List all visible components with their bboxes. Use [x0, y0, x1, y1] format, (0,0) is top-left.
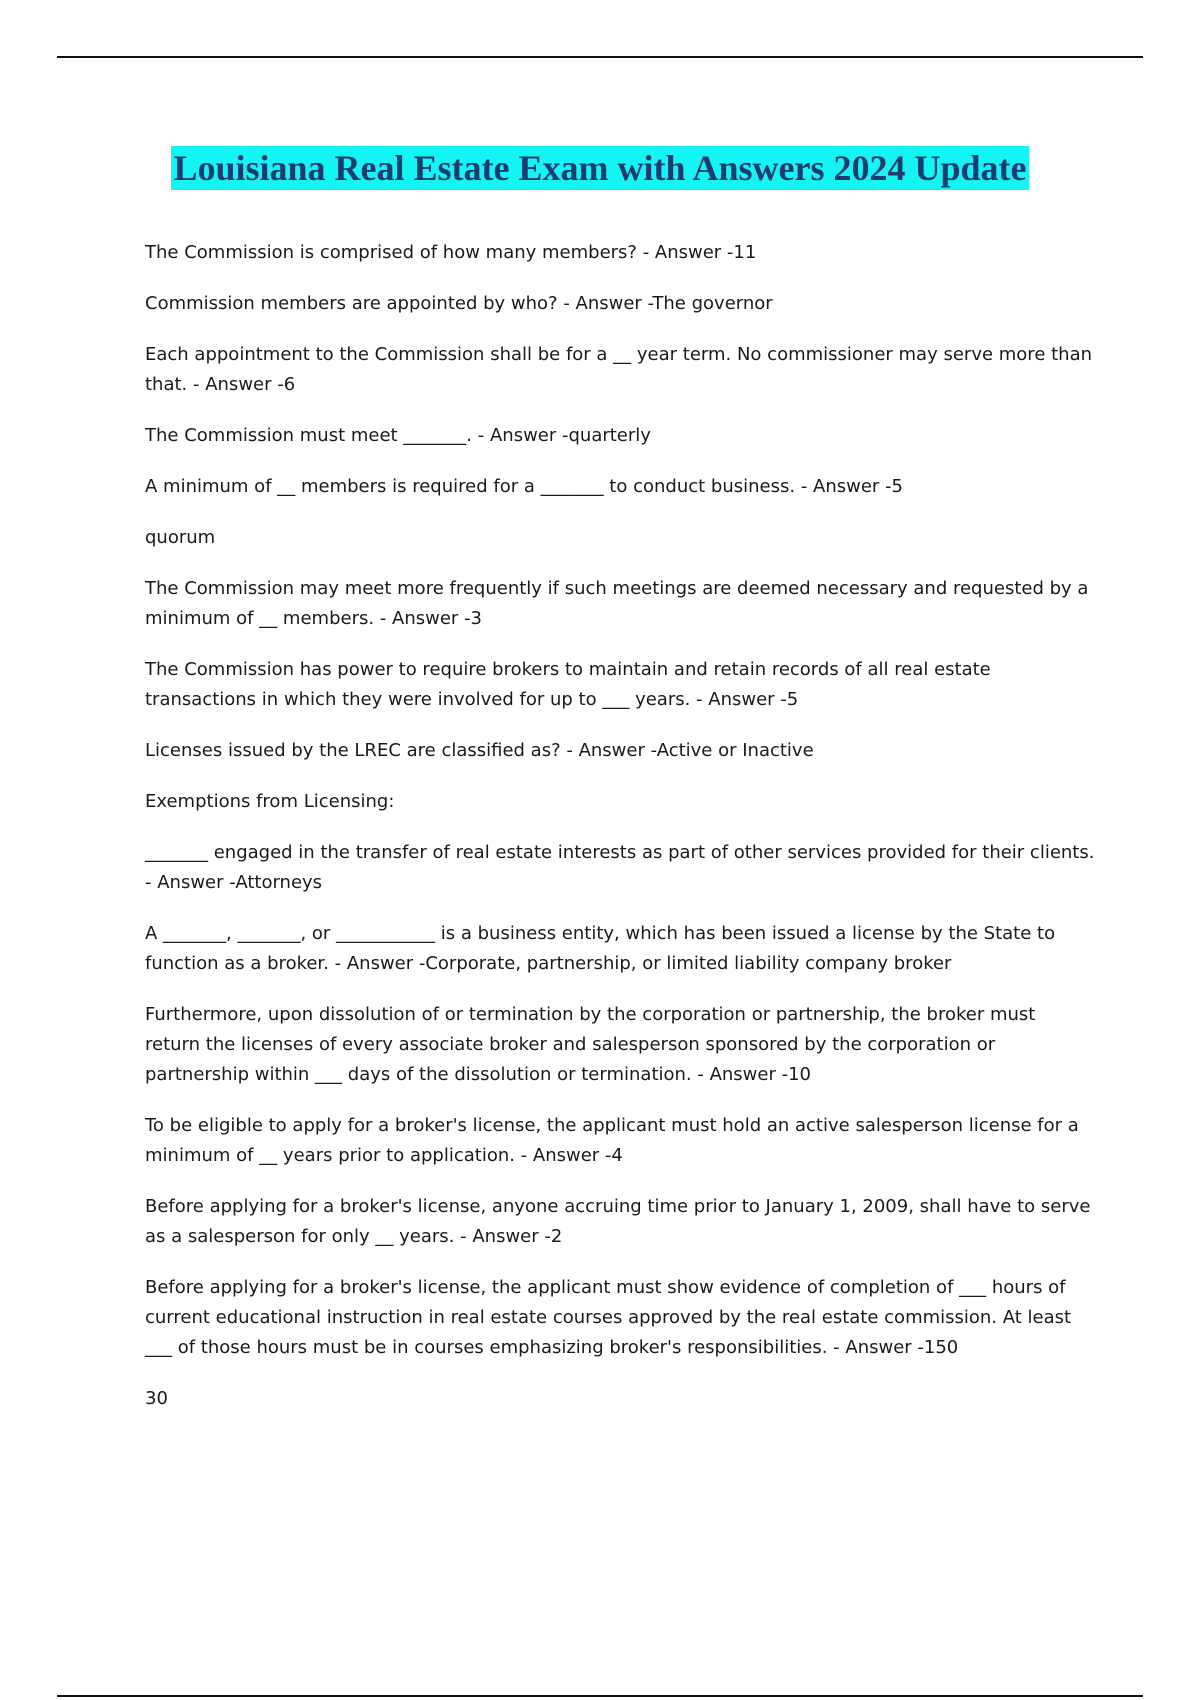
- qa-paragraph: 30: [145, 1388, 168, 1409]
- qa-paragraph: The Commission is comprised of how many members? - Answer -11: [145, 242, 757, 263]
- qa-paragraph: Each appointment to the Commission shall be for a __ year term. No commissioner may serve more than that. - Answer -6: [145, 344, 1093, 395]
- top-divider: [57, 56, 1143, 58]
- qa-paragraph: The Commission must meet _______. - Answer -quarterly: [145, 425, 651, 446]
- bottom-divider: [57, 1695, 1143, 1697]
- section-heading: Exemptions from Licensing:: [145, 791, 395, 812]
- qa-paragraph: To be eligible to apply for a broker's license, the applicant must hold an active salesperson license for a minimum of __ years prior to application. - Answer -4: [145, 1115, 1079, 1166]
- title-container: [0, 146, 1200, 190]
- qa-paragraph: _______ engaged in the transfer of real estate interests as part of other services provided for their clients. - Answer -Attorneys: [145, 842, 1095, 893]
- qa-paragraph: Licenses issued by the LREC are classified as? - Answer -Active or Inactive: [145, 740, 814, 761]
- qa-paragraph: Before applying for a broker's license, anyone accruing time prior to January 1, 2009, shall have to serve as a salesperson for only __ years. - Answer -2: [145, 1196, 1091, 1247]
- qa-paragraph: A minimum of __ members is required for a _______ to conduct business. - Answer -5: [145, 476, 903, 497]
- document-body: [145, 238, 1095, 1435]
- qa-paragraph: A _______, _______, or ___________ is a business entity, which has been issued a license by the State to function as a broker. - Answer -Corporate, partnership, or limited liability company broker: [145, 923, 1056, 974]
- qa-paragraph: The Commission may meet more frequently if such meetings are deemed necessary and requested by a minimum of __ members. - Answer -3: [145, 578, 1089, 629]
- qa-paragraph: quorum: [145, 527, 216, 548]
- document-title: Louisiana Real Estate Exam with Answers 2024 Update: [173, 148, 1027, 188]
- qa-paragraph: The Commission has power to require brokers to maintain and retain records of all real estate transactions in which they were involved for up to ___ years. - Answer -5: [145, 659, 991, 710]
- qa-paragraph: Commission members are appointed by who? - Answer -The governor: [145, 293, 773, 314]
- qa-paragraph: Before applying for a broker's license, the applicant must show evidence of completion of ___ hours of current educational instruction in real estate courses approved by the real estate commission. At least ___ of those hours must be in courses emphasizing broker's responsibilities. - Answer -150: [145, 1277, 1072, 1358]
- qa-paragraph: Furthermore, upon dissolution of or termination by the corporation or partnership, the broker must return the licenses of every associate broker and salesperson sponsored by the corporation or partnership within ___ days of the dissolution or termination. - Answer -10: [145, 1004, 1036, 1085]
